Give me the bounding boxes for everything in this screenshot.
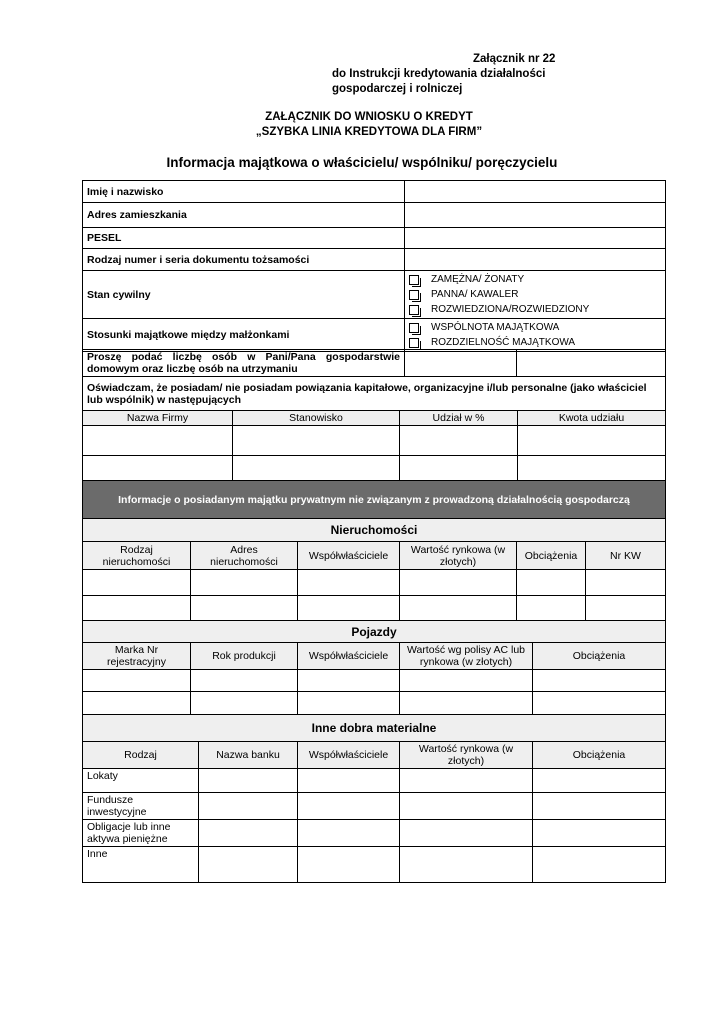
table-cell[interactable] bbox=[83, 426, 233, 456]
table-cell[interactable] bbox=[400, 692, 533, 716]
property-relations-options bbox=[405, 319, 666, 352]
column-header: Marka Nr rejestracyjny bbox=[83, 643, 191, 670]
other-assets-title: Inne dobra materialne bbox=[83, 715, 666, 742]
column-header: Nr KW bbox=[586, 542, 666, 570]
table-cell[interactable] bbox=[191, 570, 298, 596]
table-cell[interactable] bbox=[83, 596, 191, 621]
table-cell[interactable] bbox=[199, 769, 298, 793]
table-cell[interactable] bbox=[400, 596, 517, 621]
name-label: Imię i nazwisko bbox=[83, 181, 405, 203]
table-cell[interactable] bbox=[518, 456, 666, 483]
table-cell[interactable] bbox=[400, 847, 533, 883]
checkbox-icon[interactable] bbox=[409, 305, 419, 315]
address-label: Adres zamieszkania bbox=[83, 203, 405, 228]
checkbox-icon[interactable] bbox=[409, 323, 419, 333]
table-cell[interactable] bbox=[533, 793, 666, 820]
column-header: Wartość rynkowa (w złotych) bbox=[400, 542, 517, 570]
table-cell[interactable] bbox=[400, 820, 533, 847]
column-header: Współwłaściciele bbox=[298, 542, 400, 570]
table-cell[interactable] bbox=[400, 769, 533, 793]
table-cell[interactable] bbox=[400, 570, 517, 596]
household-label: Proszę podać liczbę osób w Pani/Pana gospodarstwie domowym oraz liczbę osób na utrzymaniu bbox=[83, 350, 405, 377]
attachment-header bbox=[332, 52, 572, 97]
table-cell[interactable] bbox=[533, 847, 666, 883]
table-cell[interactable] bbox=[400, 456, 518, 483]
vehicles-title: Pojazdy bbox=[83, 621, 666, 643]
dependants-field[interactable] bbox=[517, 350, 666, 377]
title-line1: ZAŁĄCZNIK DO WNIOSKU O KREDYT bbox=[265, 111, 473, 123]
table-cell[interactable] bbox=[83, 570, 191, 596]
table-cell[interactable] bbox=[298, 670, 400, 692]
column-header: Kwota udziału bbox=[518, 411, 666, 426]
attachment-ref-line2: gospodarczej i rolniczej bbox=[332, 83, 463, 95]
affiliations-statement: Oświadczam, że posiadam/ nie posiadam powiązania kapitałowe, organizacyjne i/lub personalne (jako właściciel lub wspólnik) w następujących bbox=[83, 377, 666, 411]
marital-option-single[interactable]: PANNA/ KAWALER bbox=[409, 287, 661, 302]
column-header: Obciążenia bbox=[533, 643, 666, 670]
table-cell[interactable] bbox=[83, 692, 191, 716]
household-persons-field[interactable] bbox=[405, 350, 517, 377]
checkbox-icon[interactable] bbox=[409, 290, 419, 300]
table-cell[interactable] bbox=[400, 793, 533, 820]
pesel-field[interactable] bbox=[405, 228, 666, 249]
table-cell[interactable] bbox=[199, 820, 298, 847]
table-cell[interactable] bbox=[83, 670, 191, 692]
name-field[interactable] bbox=[405, 181, 666, 203]
column-header: Wartość rynkowa (w złotych) bbox=[400, 742, 533, 769]
row-label-other: Inne bbox=[83, 847, 199, 883]
column-header: Nazwa banku bbox=[199, 742, 298, 769]
table-cell[interactable] bbox=[191, 692, 298, 716]
column-header: Obciążenia bbox=[533, 742, 666, 769]
private-assets-banner: Informacje o posiadanym majątku prywatnym nie związanym z prowadzoną działalnością gospodarczą bbox=[83, 481, 666, 519]
column-header: Rodzaj bbox=[83, 742, 199, 769]
table-cell[interactable] bbox=[400, 670, 533, 692]
column-header: Udział w % bbox=[400, 411, 518, 426]
other-assets-table bbox=[82, 714, 666, 883]
table-cell[interactable] bbox=[298, 570, 400, 596]
table-cell[interactable] bbox=[233, 426, 400, 456]
table-cell[interactable] bbox=[586, 570, 666, 596]
column-header: Nazwa Firmy bbox=[83, 411, 233, 426]
personal-info-table bbox=[82, 180, 666, 352]
address-field[interactable] bbox=[405, 203, 666, 228]
vehicles-table bbox=[82, 620, 666, 716]
column-header: Współwłaściciele bbox=[298, 742, 400, 769]
marital-option-divorced[interactable]: ROZWIEDZIONA/ROZWIEDZIONY bbox=[409, 302, 661, 317]
row-label-bonds: Obligacje lub inne aktywa pieniężne bbox=[83, 820, 199, 847]
column-header: Współwłaściciele bbox=[298, 643, 400, 670]
table-cell[interactable] bbox=[298, 692, 400, 716]
table-cell[interactable] bbox=[517, 570, 586, 596]
marital-option-married[interactable]: ZAMĘŻNA/ ŻONATY bbox=[409, 272, 661, 287]
table-cell[interactable] bbox=[191, 596, 298, 621]
property-option-joint[interactable]: WSPÓLNOTA MAJĄTKOWA bbox=[409, 320, 661, 335]
attachment-ref-line1: do Instrukcji kredytowania działalności bbox=[332, 68, 546, 80]
table-cell[interactable] bbox=[83, 456, 233, 483]
marital-status-label: Stan cywilny bbox=[83, 271, 405, 319]
id-document-field[interactable] bbox=[405, 249, 666, 271]
pesel-label: PESEL bbox=[83, 228, 405, 249]
checkbox-icon[interactable] bbox=[409, 338, 419, 348]
checkbox-icon[interactable] bbox=[409, 275, 419, 285]
title-line2: „SZYBKA LINIA KREDYTOWA DLA FIRM” bbox=[255, 126, 483, 138]
table-cell[interactable] bbox=[533, 692, 666, 716]
table-cell[interactable] bbox=[298, 769, 400, 793]
column-header: Adres nieruchomości bbox=[191, 542, 298, 570]
table-cell[interactable] bbox=[533, 769, 666, 793]
column-header: Rok produkcji bbox=[191, 643, 298, 670]
property-option-separate[interactable]: ROZDZIELNOŚĆ MAJĄTKOWA bbox=[409, 335, 661, 350]
column-header: Wartość wg polisy AC lub rynkowa (w złotych) bbox=[400, 643, 533, 670]
table-cell[interactable] bbox=[233, 456, 400, 483]
table-cell[interactable] bbox=[533, 820, 666, 847]
property-relations-label: Stosunki majątkowe między małżonkami bbox=[83, 319, 405, 352]
column-header: Stanowisko bbox=[233, 411, 400, 426]
table-cell[interactable] bbox=[298, 847, 400, 883]
affiliations-table bbox=[82, 376, 666, 483]
column-header: Obciążenia bbox=[517, 542, 586, 570]
table-cell[interactable] bbox=[517, 596, 586, 621]
table-cell[interactable] bbox=[518, 426, 666, 456]
real-estate-title: Nieruchomości bbox=[83, 519, 666, 542]
table-cell[interactable] bbox=[586, 596, 666, 621]
table-cell[interactable] bbox=[191, 670, 298, 692]
row-label-investment-funds: Fundusze inwestycyjne bbox=[83, 793, 199, 820]
marital-status-options bbox=[405, 271, 666, 319]
table-cell[interactable] bbox=[533, 670, 666, 692]
column-header: Rodzaj nieruchomości bbox=[83, 542, 191, 570]
document-title bbox=[0, 110, 724, 140]
real-estate-table bbox=[82, 518, 666, 621]
household-table bbox=[82, 349, 666, 377]
table-cell[interactable] bbox=[298, 596, 400, 621]
table-cell[interactable] bbox=[400, 426, 518, 456]
table-cell[interactable] bbox=[298, 820, 400, 847]
id-document-label: Rodzaj numer i seria dokumentu tożsamości bbox=[83, 249, 405, 271]
form-title: Informacja majątkowa o właścicielu/ wspólniku/ poręczycielu bbox=[166, 155, 558, 170]
table-cell[interactable] bbox=[298, 793, 400, 820]
table-cell[interactable] bbox=[199, 847, 298, 883]
private-assets-banner-table bbox=[82, 480, 666, 519]
table-cell[interactable] bbox=[199, 793, 298, 820]
attachment-number: Załącznik nr 22 bbox=[473, 53, 556, 65]
row-label-deposits: Lokaty bbox=[83, 769, 199, 793]
